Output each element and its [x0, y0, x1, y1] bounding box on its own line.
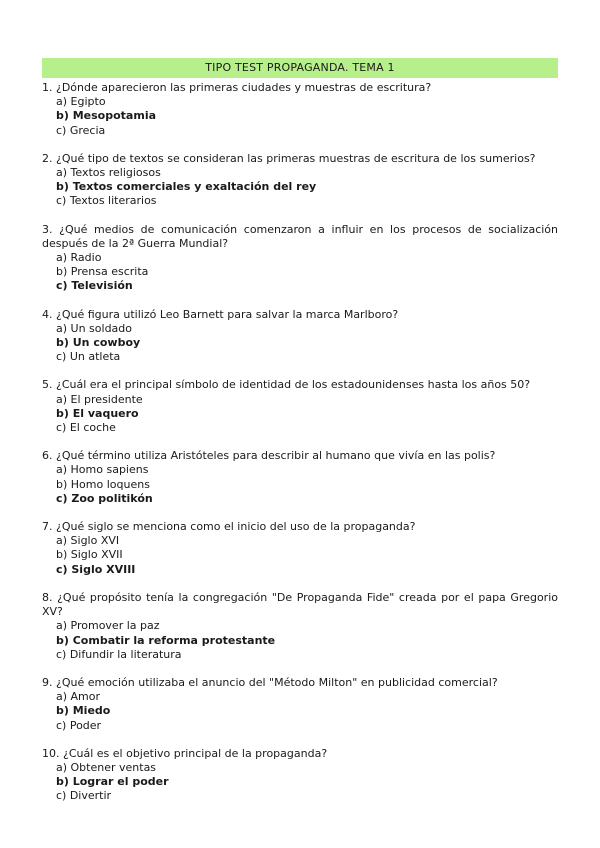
question-text: 2. ¿Qué tipo de textos se consideran las primeras muestras de escritura de los sumerios? — [42, 151, 536, 165]
question-5 — [42, 378, 558, 435]
question-text: 4. ¿Qué figura utilizó Leo Barnett para salvar la marca Marlboro? — [42, 307, 399, 321]
answer-option: a) Siglo XVI — [56, 534, 120, 548]
answer-option: b) Siglo XVII — [56, 548, 123, 562]
question-text: 10. ¿Cuál es el objetivo principal de la propaganda? — [42, 746, 328, 760]
answer-option: c) Divertir — [56, 789, 112, 803]
answer-option: a) Radio — [56, 251, 102, 265]
answer-option-correct: b) Miedo — [56, 704, 111, 718]
answer-option: a) Amor — [56, 690, 101, 704]
answer-option: a) Un soldado — [56, 321, 133, 335]
answer-option-correct: b) Un cowboy — [56, 336, 141, 350]
answer-option: c) Grecia — [56, 123, 106, 137]
answer-option-correct: c) Zoo politikón — [56, 491, 153, 505]
question-text: 3. ¿Qué medios de comunicación comenzaron a influir en los procesos de socialización después de la 2ª Guerra Mundial? — [42, 222, 558, 250]
question-2 — [42, 152, 558, 209]
question-text: 6. ¿Qué término utiliza Aristóteles para describir al humano que vivía en las polis? — [42, 449, 496, 463]
question-9 — [42, 676, 558, 733]
answer-option: a) Egipto — [56, 95, 106, 109]
answer-option-correct: c) Siglo XVIII — [56, 562, 136, 576]
question-7 — [42, 520, 558, 577]
question-10 — [42, 747, 558, 804]
answer-option-correct: b) Lograr el poder — [56, 775, 169, 789]
question-text: 8. ¿Qué propósito tenía la congregación "De Propaganda Fide" creada por el papa Gregorio XV? — [42, 590, 558, 619]
answer-option-correct: b) Textos comerciales y exaltación del rey — [56, 180, 317, 194]
question-list — [42, 81, 558, 804]
question-4 — [42, 308, 558, 365]
answer-option: c) El coche — [56, 421, 116, 435]
answer-option: c) Difundir la literatura — [56, 647, 182, 661]
question-text: 7. ¿Qué siglo se menciona como el inicio del uso de la propaganda? — [42, 520, 416, 534]
document-title: TIPO TEST PROPAGANDA. TEMA 1 — [42, 58, 558, 78]
question-6 — [42, 449, 558, 506]
answer-option: a) Textos religiosos — [56, 166, 161, 180]
answer-option: c) Poder — [56, 718, 102, 732]
answer-option-correct: c) Televisión — [56, 279, 133, 293]
answer-option-correct: b) Combatir la reforma protestante — [56, 633, 276, 647]
question-text: 9. ¿Qué emoción utilizaba el anuncio del "Método Milton" en publicidad comercial? — [42, 675, 498, 689]
answer-option: c) Textos literarios — [56, 194, 157, 208]
document-page — [42, 58, 558, 818]
answer-option: a) El presidente — [56, 392, 143, 406]
answer-option-correct: b) Mesopotamia — [56, 109, 157, 123]
answer-option: a) Homo sapiens — [56, 463, 149, 477]
question-text: 1. ¿Dónde aparecieron las primeras ciudades y muestras de escritura? — [42, 81, 432, 94]
question-3 — [42, 223, 558, 294]
question-1 — [42, 81, 558, 138]
answer-option: a) Obtener ventas — [56, 760, 157, 774]
question-text: 5. ¿Cuál era el principal símbolo de identidad de los estadounidenses hasta los años 50? — [42, 378, 531, 392]
answer-option: a) Promover la paz — [56, 619, 160, 633]
answer-option-correct: b) El vaquero — [56, 406, 139, 420]
question-8 — [42, 591, 558, 662]
answer-option: b) Homo loquens — [56, 477, 150, 491]
answer-option: c) Un atleta — [56, 350, 121, 364]
answer-option: b) Prensa escrita — [56, 265, 149, 279]
